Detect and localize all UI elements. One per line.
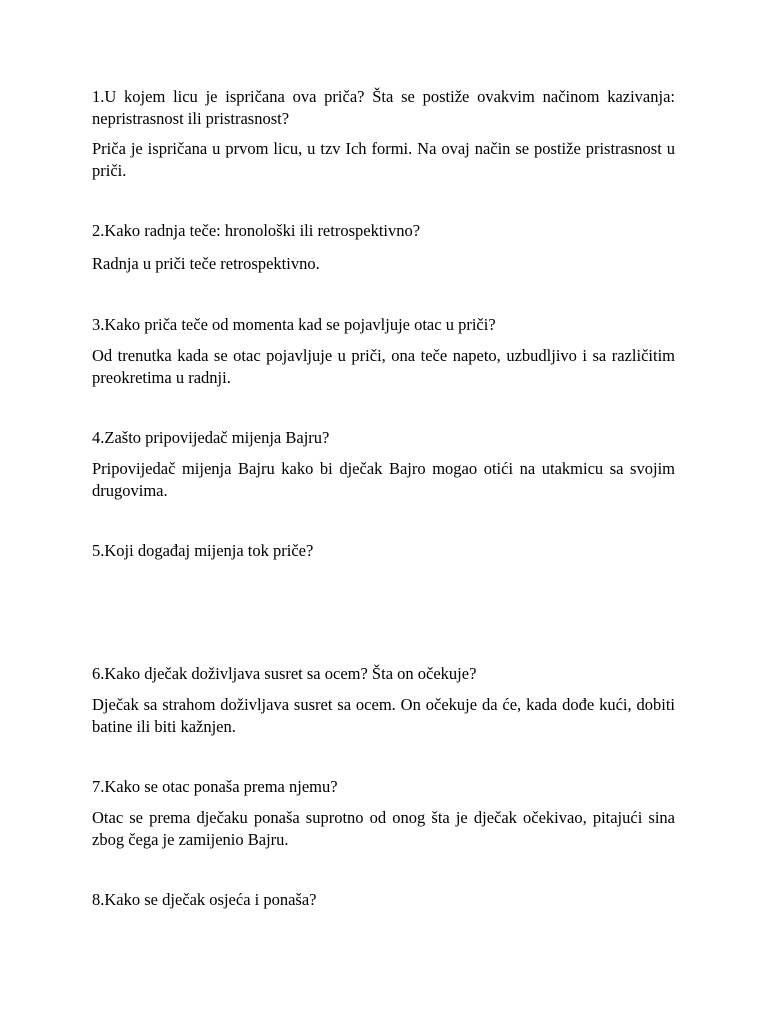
- answer-6: Dječak sa strahom doživljava susret sa ocem. On očekuje da će, kada dođe kući, dobiti batine ili biti kažnjen.: [92, 695, 675, 736]
- answer-7: Otac se prema dječaku ponaša suprotno od onog šta je dječak očekivao, pitajući sina zbog čega je zamijenio Bajru.: [92, 808, 675, 849]
- question-3: 3.Kako priča teče od momenta kad se pojavljuje otac u priči?: [92, 315, 496, 334]
- question-1: 1.U kojem licu je ispričana ova priča? Šta se postiže ovakvim načinom kazivanja: nepristrasnost ili pristrasnost?: [92, 87, 675, 128]
- question-5: 5.Koji događaj mijenja tok priče?: [92, 541, 314, 560]
- answer-2: Radnja u priči teče retrospektivno.: [92, 254, 320, 273]
- question-8: 8.Kako se dječak osjeća i ponaša?: [92, 890, 317, 909]
- answer-1: Priča je ispričana u prvom licu, u tzv Ich formi. Na ovaj način se postiže pristrasnost u priči.: [92, 139, 675, 180]
- answer-4: Pripovijedač mijenja Bajru kako bi dječak Bajro mogao otići na utakmicu sa svojim drugovima.: [92, 459, 675, 500]
- question-2: 2.Kako radnja teče: hronološki ili retrospektivno?: [92, 221, 421, 240]
- answer-3: Od trenutka kada se otac pojavljuje u priči, ona teče napeto, uzbudljivo i sa različitim preokretima u radnji.: [92, 346, 675, 387]
- question-4: 4.Zašto pripovijedač mijenja Bajru?: [92, 428, 330, 447]
- question-6: 6.Kako dječak doživljava susret sa ocem? Šta on očekuje?: [92, 664, 477, 683]
- question-7: 7.Kako se otac ponaša prema njemu?: [92, 777, 338, 796]
